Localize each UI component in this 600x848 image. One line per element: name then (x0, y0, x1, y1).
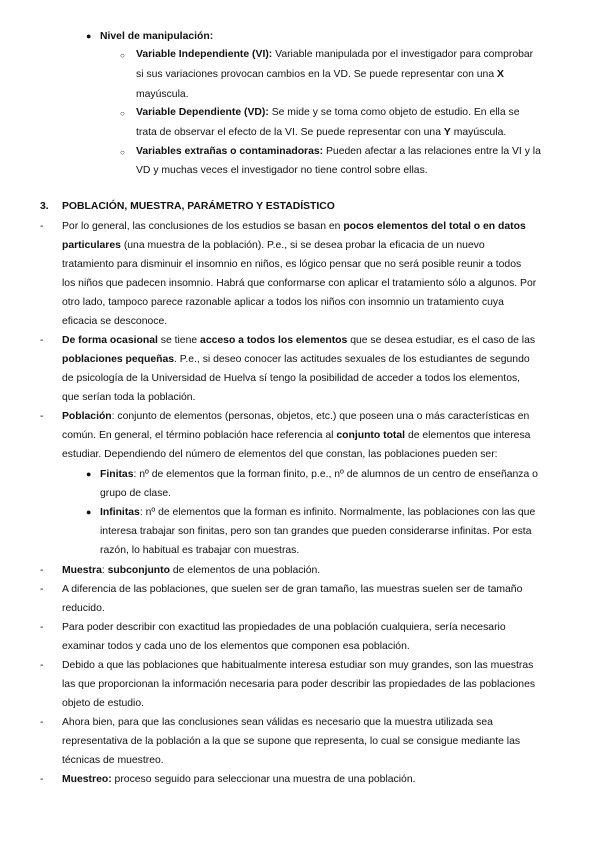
p1-line-3: tratamiento para disminuir el insomnio en niños, es lógico pensar que no será posible reunir a todos (62, 259, 522, 270)
p7-line-3: objeto de estudio. (62, 698, 145, 709)
p2-line-1: De forma ocasional se tiene acceso a todos los elementos que se desea estudiar, es el caso de las (62, 335, 536, 346)
p3-line-3: estudiar. Dependiendo del número de elementos del que constan, las poblaciones pueden ser: (62, 449, 498, 460)
p8-line-2: representativa de la población a la que se supone que representa, lo cual se consigue mediante las (62, 736, 521, 747)
infinitas-line-1: Infinitas: nº de elementos que la forman es infinito. Normalmente, las poblaciones con las que (100, 507, 536, 518)
finitas-line-2: grupo de clase. (100, 488, 172, 499)
ve-line-1: Variables extrañas o contaminadoras: Pueden afectar a las relaciones entre la VI y la (136, 146, 541, 157)
p1-line-5: otro lado, tampoco parece razonable aplicar a todos los niños con insomnio un tratamiento cuya (62, 297, 504, 308)
ve-term: Variables extrañas o contaminadoras: (136, 146, 324, 157)
p3-line-2: común. En general, el término población hace referencia al conjunto total de elementos que interesa (62, 430, 531, 441)
p5-line-1: A diferencia de las poblaciones, que suelen ser de gran tamaño, las muestras suelen ser de tamaño (62, 584, 523, 595)
p9-line-1: Muestreo: proceso seguido para seleccionar una muestra de una población. (62, 774, 416, 785)
bullet-icon: ● (86, 469, 92, 479)
p7-line-2: las que proporcionan la información necesaria para poder describir las propiedades de las poblaciones (62, 679, 536, 690)
p2-line-4: que serían toda la población. (62, 392, 196, 403)
vd-term: Variable Dependiente (VD): (136, 107, 269, 118)
vi-line-2: si sus variaciones provocan cambios en la VD. Se puede representar con una X (136, 69, 504, 80)
dash-bullet: - (40, 717, 44, 728)
section-title: POBLACIÓN, MUESTRA, PARÁMETRO Y ESTADÍSTICO (62, 201, 335, 212)
p8-line-1: Ahora bien, para que las conclusiones sean válidas es necesario que la muestra utilizada sea (62, 717, 493, 728)
vi-line-3: mayúscula. (136, 89, 189, 100)
vd-line-2: trata de observar el efecto de la VI. Se puede representar con una Y mayúscula. (136, 127, 507, 138)
ve-line-2: VD y muchas veces el investigador no tiene control sobre ellas. (136, 165, 428, 176)
bullet-icon: ● (86, 507, 92, 517)
p6-line-2: examinar todos y cada uno de los elementos que componen esa población. (62, 641, 410, 652)
dash-bullet: - (40, 221, 44, 232)
vi-term: Variable Independiente (VI): (136, 49, 273, 60)
p1-line-6: eficacia se desconoce. (62, 316, 168, 327)
p8-line-3: técnicas de muestreo. (62, 755, 164, 766)
p4-line-1: Muestra: subconjunto de elementos de una población. (62, 565, 321, 576)
circle-bullet-icon: ○ (120, 51, 125, 60)
dash-bullet: - (40, 774, 44, 785)
dash-bullet: - (40, 411, 44, 422)
vd-line-1: Variable Dependiente (VD): Se mide y se toma como objeto de estudio. En ella se (136, 107, 520, 118)
section-number: 3. (40, 201, 49, 212)
infinitas-line-3: razón, lo habitual es trabajar con muestras. (100, 545, 300, 556)
p1-line-1: Por lo general, las conclusiones de los estudios se basan en pocos elementos del total o en datos (62, 221, 526, 232)
bullet-icon: ● (86, 31, 92, 41)
circle-bullet-icon: ○ (120, 148, 125, 157)
vi-line-1: Variable Independiente (VI): Variable manipulada por el investigador para comprobar (136, 49, 534, 60)
dash-bullet: - (40, 622, 44, 633)
dash-bullet: - (40, 584, 44, 595)
p3-line-1: Población: conjunto de elementos (personas, objetos, etc.) que poseen una o más características en (62, 411, 530, 422)
p6-line-1: Para poder describir con exactitud las propiedades de una población cualquiera, sería necesario (62, 622, 506, 633)
p1-line-2: particulares (una muestra de la población). P.e., si se desea probar la eficacia de un nuevo (62, 240, 485, 251)
dash-bullet: - (40, 565, 44, 576)
finitas-line-1: Finitas: nº de elementos que la forman finito, p.e., nº de alumnos de un centro de enseñanza o (100, 469, 538, 480)
dash-bullet: - (40, 335, 44, 346)
infinitas-line-2: interesa trabajar son finitas, pero son tan grandes que pueden considerarse infinitas. Por esta (100, 526, 532, 537)
p7-line-1: Debido a que las poblaciones que habitualmente interesa estudiar son muy grandes, son las muestras (62, 660, 534, 671)
p5-line-2: reducido. (62, 603, 105, 614)
p2-line-2: poblaciones pequeñas. P.e., si deseo conocer las actitudes sexuales de los estudiantes de segundo (62, 354, 530, 365)
p1-line-4: los niños que padecen insomnio. Habrá que conformarse con aplicar el tratamiento sólo a algunos. Por (62, 278, 537, 289)
dash-bullet: - (40, 660, 44, 671)
p2-line-3: de psicología de la Universidad de Huelva sí tengo la posibilidad de acceder a todos los elementos, (62, 373, 521, 384)
nivel-title: Nivel de manipulación: (100, 31, 214, 42)
circle-bullet-icon: ○ (120, 109, 125, 118)
